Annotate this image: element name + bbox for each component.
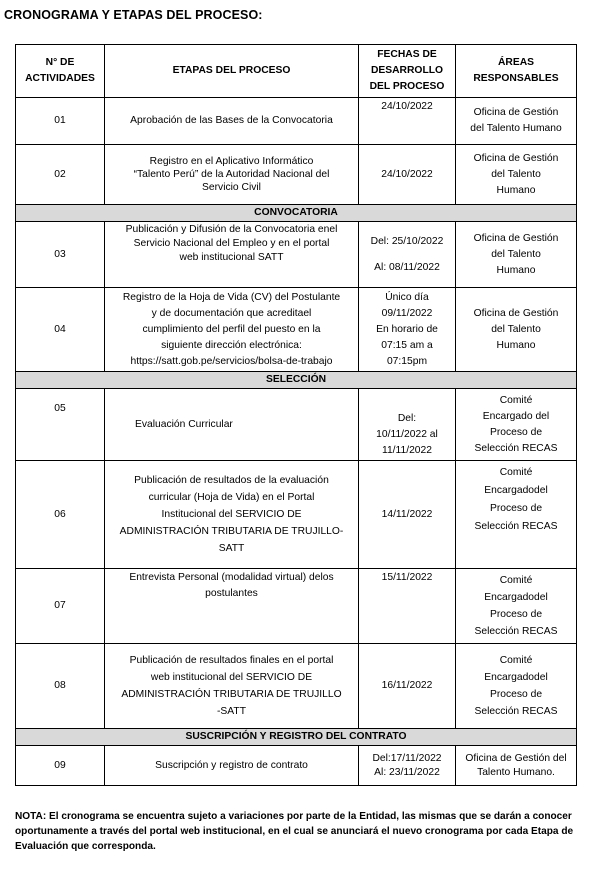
text-line: ADMINISTRACIÓN TRIBUTARIA DE TRUJILLO — [121, 689, 342, 700]
text-line: y de documentación que acreditael — [151, 307, 312, 319]
row-dates — [359, 746, 456, 786]
text-line: Oficina de Gestión del — [465, 752, 567, 764]
row-dates — [359, 98, 456, 145]
text-line: Al: 08/11/2022 — [374, 261, 440, 273]
row-num: 01 — [16, 98, 105, 145]
row-dates — [359, 389, 456, 461]
text-line: Único día — [385, 291, 429, 303]
table-row — [16, 145, 577, 205]
schedule-table — [15, 44, 577, 786]
text-line: Encargadodel — [484, 485, 548, 496]
text-line: Encargadodel — [484, 672, 548, 683]
text-line: Suscripción y registro de contrato — [155, 759, 308, 771]
text-line: Selección RECAS — [474, 442, 558, 454]
row-stage — [105, 222, 359, 288]
text-line: Oficina de Gestión — [473, 232, 559, 244]
text-line: 07:15 am a — [381, 339, 433, 351]
text-line: Encargadodel — [484, 592, 548, 603]
text-line: https://satt.gob.pe/servicios/bolsa-de-trabajo — [130, 355, 333, 367]
text-line: del Talento Humano — [470, 123, 562, 134]
section-row — [16, 205, 577, 222]
text-line: del Talento — [491, 248, 541, 260]
row-areas — [456, 461, 577, 569]
row-dates — [359, 644, 456, 729]
table-row — [16, 461, 577, 569]
text-line: Selección RECAS — [474, 706, 558, 717]
text-line: 16/11/2022 — [381, 680, 433, 691]
row-stage — [105, 98, 359, 145]
text-line: web institucional del SERVICIO DE — [150, 672, 313, 683]
header-stage: ETAPAS DEL PROCESO — [105, 45, 359, 98]
text-line: Proceso de — [489, 609, 543, 620]
text-line: SATT — [218, 543, 245, 554]
text-line: ACTIVIDADES — [25, 73, 95, 84]
row-num: 06 — [16, 461, 105, 569]
text-line: Encargado del — [482, 410, 550, 422]
table-row — [16, 288, 577, 372]
text-line: Humano — [496, 264, 536, 276]
table-header-row — [16, 45, 577, 98]
text-line: Del:17/11/2022 — [372, 752, 442, 764]
table-row — [16, 98, 577, 145]
row-areas — [456, 389, 577, 461]
header-num — [16, 45, 105, 98]
table-row — [16, 644, 577, 729]
table-row — [16, 222, 577, 288]
text-line: Aprobación de las Bases de la Convocatoria — [130, 115, 333, 126]
text-line: del Talento — [491, 168, 541, 180]
text-line: ADMINISTRACIÓN TRIBUTARIA DE TRUJILLO- — [119, 526, 344, 537]
text-line: Entrevista Personal (modalidad virtual) delos — [129, 572, 334, 583]
text-line: Oficina de Gestión — [473, 107, 559, 118]
text-line: DESARROLLO — [370, 65, 444, 76]
text-line: Comité — [499, 467, 533, 478]
row-dates — [359, 569, 456, 644]
row-areas — [456, 98, 577, 145]
section-convocatoria: CONVOCATORIA — [16, 205, 577, 222]
row-areas — [456, 288, 577, 372]
text-line: 14/11/2022 — [381, 508, 433, 520]
text-line: siguiente dirección electrónica: — [161, 339, 302, 351]
text-line: Servicio Civil — [202, 182, 261, 193]
row-areas — [456, 644, 577, 729]
footnote: NOTA: El cronograma se encuentra sujeto a variaciones por parte de la Entidad, las mismas que se darán a conocer oportunamente a través del portal web institucional, en el cual se anunciará el nuevo cronograma por cada Etapa de Evaluación que corresponda. — [15, 811, 574, 852]
table-row — [16, 569, 577, 644]
text-line: Comité — [499, 394, 533, 406]
text-line: Al: 23/11/2022 — [374, 766, 440, 778]
row-areas — [456, 145, 577, 205]
header-dates — [359, 45, 456, 98]
section-row — [16, 372, 577, 389]
row-stage — [105, 145, 359, 205]
row-num: 02 — [16, 145, 105, 205]
text-line: Proceso de — [489, 689, 543, 700]
text-line: “Talento Perú” de la Autoridad Nacional del — [133, 169, 330, 180]
text-line: Registro en el Aplicativo Informático — [149, 156, 314, 167]
text-line: Publicación de resultados finales en el portal — [129, 655, 334, 666]
row-stage — [105, 644, 359, 729]
text-line: RESPONSABLES — [473, 73, 559, 84]
row-num: 07 — [16, 569, 105, 644]
text-line: Evaluación Curricular — [135, 418, 233, 430]
text-line: 07:15pm — [386, 355, 428, 367]
row-dates — [359, 145, 456, 205]
row-stage — [105, 569, 359, 644]
text-line: FECHAS DE — [377, 49, 437, 60]
text-line: Oficina de Gestión — [473, 152, 559, 164]
row-areas — [456, 746, 577, 786]
text-line: Proceso de — [489, 503, 543, 514]
text-line: Del: — [397, 413, 417, 424]
text-line: 24/10/2022 — [381, 101, 433, 112]
header-areas — [456, 45, 577, 98]
text-line: curricular (Hoja de Vida) en el Portal — [148, 492, 315, 503]
text-line: Humano — [496, 184, 536, 196]
row-num: 05 — [16, 389, 105, 461]
text-line: Selección RECAS — [474, 521, 558, 532]
row-areas — [456, 222, 577, 288]
text-line: 15/11/2022 — [381, 572, 433, 583]
section-seleccion: SELECCIÓN — [16, 372, 577, 389]
row-stage — [105, 288, 359, 372]
text-line: Publicación de resultados de la evaluación — [134, 475, 329, 486]
text-line: Registro de la Hoja de Vida (CV) del Postulante — [122, 291, 341, 303]
text-line: Del: 25/10/2022 — [370, 235, 444, 247]
text-line: Selección RECAS — [474, 626, 558, 637]
page-title: CRONOGRAMA Y ETAPAS DEL PROCESO: — [4, 8, 263, 22]
section-suscripcion: SUSCRIPCIÓN Y REGISTRO DEL CONTRATO — [16, 729, 577, 746]
text-line: Humano — [496, 339, 536, 351]
text-line: cumplimiento del perfil del puesto en la — [142, 323, 321, 335]
table-row — [16, 389, 577, 461]
row-dates — [359, 222, 456, 288]
table-row — [16, 746, 577, 786]
text-line: En horario de — [376, 323, 438, 335]
text-line: ÁREAS — [497, 57, 535, 68]
text-line: 09/11/2022 — [381, 307, 433, 319]
text-line: N° DE — [45, 57, 75, 68]
text-line: 10/11/2022 al — [376, 429, 438, 440]
row-stage — [105, 389, 359, 461]
text-line: Oficina de Gestión — [473, 307, 559, 319]
section-row — [16, 729, 577, 746]
row-num: 04 — [16, 288, 105, 372]
row-dates — [359, 461, 456, 569]
text-line: postulantes — [205, 588, 258, 599]
row-stage — [105, 746, 359, 786]
text-line: Comité — [499, 655, 533, 666]
text-line: Proceso de — [489, 426, 543, 438]
row-num: 08 — [16, 644, 105, 729]
row-num: 03 — [16, 222, 105, 288]
row-stage — [105, 461, 359, 569]
text-line: -SATT — [217, 706, 246, 717]
row-dates — [359, 288, 456, 372]
text-line: 24/10/2022 — [381, 168, 433, 180]
row-areas — [456, 569, 577, 644]
text-line: Comité — [499, 575, 533, 586]
row-num: 09 — [16, 746, 105, 786]
text-line: web institucional SATT — [179, 252, 284, 263]
text-line: Publicación y Difusión de la Convocatoria enel — [125, 224, 338, 235]
text-line: 11/11/2022 — [381, 445, 432, 456]
text-line: Talento Humano. — [477, 766, 555, 778]
text-line: Servicio Nacional del Empleo y en el portal — [133, 238, 330, 249]
text-line: del Talento — [491, 323, 541, 335]
text-line: Institucional del SERVICIO DE — [161, 509, 302, 520]
text-line: DEL PROCESO — [369, 81, 445, 92]
